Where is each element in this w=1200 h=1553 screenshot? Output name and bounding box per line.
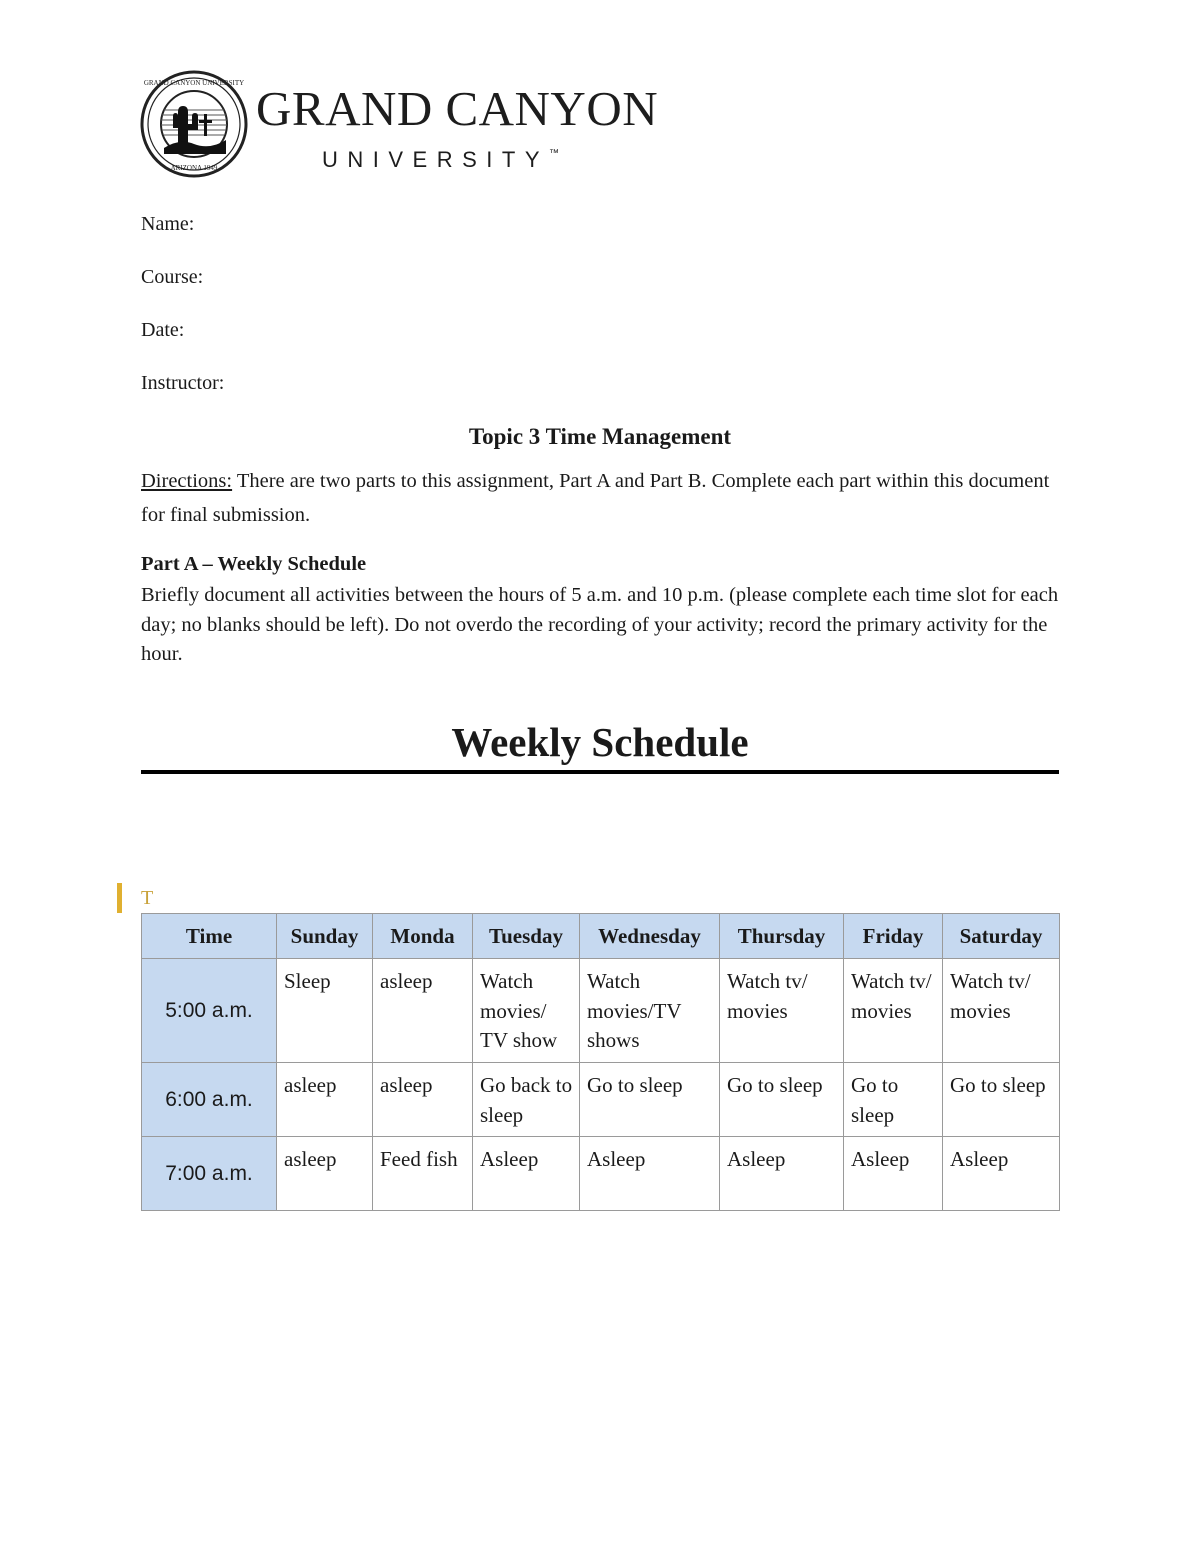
table-row [142, 959, 1060, 1063]
university-logo [140, 70, 659, 182]
time-cell[interactable]: 6:00 a.m. [142, 1063, 277, 1137]
activity-cell[interactable]: Asleep [943, 1137, 1060, 1211]
activity-cell[interactable]: Asleep [580, 1137, 720, 1211]
logo-wordmark-top: GRAND CANYON [256, 81, 659, 136]
trademark-symbol: ™ [549, 148, 560, 159]
activity-cell[interactable]: Go to sleep [580, 1063, 720, 1137]
table-row [142, 1137, 1060, 1211]
activity-cell[interactable]: Watch movies/TV shows [580, 959, 720, 1063]
weekly-schedule-table [141, 913, 1060, 1211]
name-label: Name: [141, 213, 195, 235]
activity-cell[interactable]: Go to sleep [844, 1063, 943, 1137]
header-tuesday: Tuesday [473, 914, 580, 959]
activity-cell[interactable]: Feed fish [373, 1137, 473, 1211]
directions-paragraph [141, 464, 1061, 532]
part-a-instructions: Briefly document all activities between the hours of 5 a.m. and 10 p.m. (please complete each time slot for each day; no blanks should be left). Do not overdo the recording of your activity; record the primary activity for the hour. [141, 584, 1059, 665]
instructor-label: Instructor: [141, 372, 225, 394]
cursor-marker-text: T [141, 887, 154, 909]
activity-cell[interactable]: asleep [373, 959, 473, 1063]
header-time: Time [142, 914, 277, 959]
header-monday: Monda [373, 914, 473, 959]
university-seal-icon [140, 70, 248, 178]
time-cell[interactable]: 5:00 a.m. [142, 959, 277, 1063]
header-thursday: Thursday [720, 914, 844, 959]
directions-text: There are two parts to this assignment, Part A and Part B. Complete each part within this document for final submission. [141, 470, 1050, 526]
logo-wordmark-university: UNIVERSITY [322, 147, 550, 172]
date-label: Date: [141, 319, 185, 341]
activity-cell[interactable]: asleep [277, 1063, 373, 1137]
activity-cell[interactable]: Watch tv/ movies [943, 959, 1060, 1063]
header-saturday: Saturday [943, 914, 1060, 959]
edit-marker-bar [117, 883, 122, 913]
logo-wordmark-bottom [322, 149, 559, 171]
activity-cell[interactable]: Watch tv/ movies [720, 959, 844, 1063]
topic-title: Topic 3 Time Management [468, 424, 732, 449]
activity-cell[interactable]: Watch tv/ movies [844, 959, 943, 1063]
time-cell[interactable]: 7:00 a.m. [142, 1137, 277, 1211]
activity-cell[interactable]: Go back to sleep [473, 1063, 580, 1137]
part-a-heading: Part A – Weekly Schedule [141, 553, 367, 575]
activity-cell[interactable]: Asleep [720, 1137, 844, 1211]
header-friday: Friday [844, 914, 943, 959]
header-sunday: Sunday [277, 914, 373, 959]
title-underline [141, 770, 1059, 774]
header-wednesday: Wednesday [580, 914, 720, 959]
activity-cell[interactable]: Sleep [277, 959, 373, 1063]
table-header-row [142, 914, 1060, 959]
activity-cell[interactable]: Watch movies/ TV show [473, 959, 580, 1063]
seal-text-bottom: ARIZONA 1949 [170, 164, 218, 172]
seal-text-top: GRAND CANYON UNIVERSITY [143, 79, 245, 87]
weekly-schedule-title: Weekly Schedule [451, 719, 749, 765]
course-label: Course: [141, 266, 204, 288]
activity-cell[interactable]: Asleep [473, 1137, 580, 1211]
directions-label: Directions: [141, 470, 233, 492]
activity-cell[interactable]: Asleep [844, 1137, 943, 1211]
activity-cell[interactable]: asleep [373, 1063, 473, 1137]
activity-cell[interactable]: Go to sleep [943, 1063, 1060, 1137]
activity-cell[interactable]: asleep [277, 1137, 373, 1211]
activity-cell[interactable]: Go to sleep [720, 1063, 844, 1137]
table-row [142, 1063, 1060, 1137]
